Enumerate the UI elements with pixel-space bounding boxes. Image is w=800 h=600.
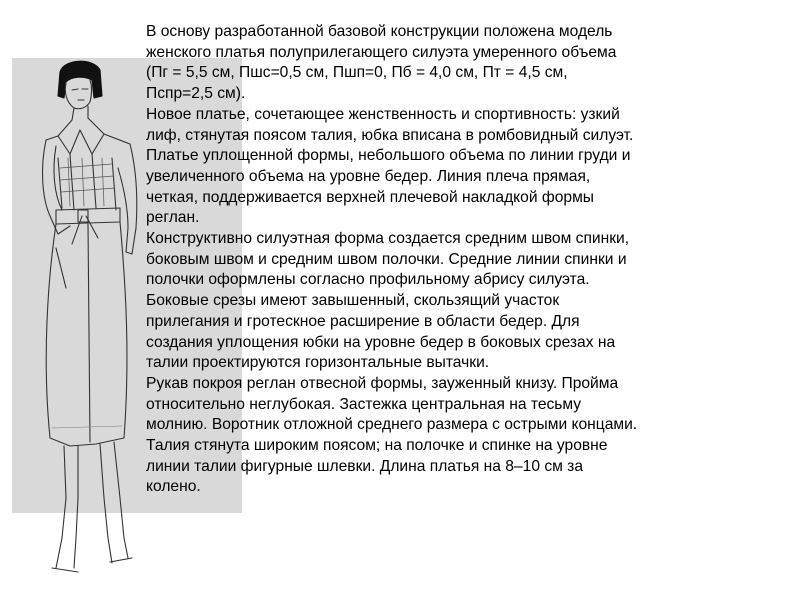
text-line: талии проектируются горизонтальные вытачки. — [146, 354, 490, 372]
text-line: Платье уплощенной формы, небольшого объема по линии груди и — [146, 147, 631, 165]
text-line: лиф, стянутая поясом талия, юбка вписана в ромбовидный силуэт. — [146, 126, 634, 144]
text-line: женского платья полуприлегающего силуэта умеренного объема — [146, 43, 617, 61]
text-line: Новое платье, сочетающее женственность и спортивность: узкий — [146, 105, 620, 123]
text-line: (Пг = 5,5 см, Пшс=0,5 см, Пшп=0, Пб = 4,0 см, Пт = 4,5 см, — [146, 64, 568, 82]
text-line: Талия стянута широким поясом; на полочке и спинке на уровне — [146, 437, 608, 455]
text-line: молнию. Воротник отложной среднего размера с острыми концами. — [146, 416, 638, 434]
text-line: реглан. — [146, 209, 200, 227]
text-line: создания уплощения юбки на уровне бедер в боковых срезах на — [146, 333, 616, 351]
text-line: четкая, поддерживается верхней плечевой накладкой формы — [146, 188, 594, 206]
text-line: полочки оформлены согласно профильному абрису силуэта. — [146, 271, 590, 289]
text-line: Боковые срезы имеют завышенный, скользящий участок — [146, 292, 560, 310]
text-line: линии талии фигурные шлевки. Длина платья на 8–10 см за — [146, 457, 583, 475]
text-line: относительно неглубокая. Застежка центральная на тесьму — [146, 395, 582, 413]
text-line: боковым швом и средним швом полочки. Средние линии спинки и — [146, 250, 627, 268]
dress-description-text — [146, 22, 786, 498]
text-line: колено. — [146, 478, 201, 496]
text-line: прилегания и гротескное расширение в области бедер. Для — [146, 312, 580, 330]
text-line: В основу разработанной базовой конструкции положена модель — [146, 23, 613, 40]
text-line: Рукав покроя реглан отвесной формы, зауженный книзу. Пройма — [146, 374, 619, 392]
text-line: Пспр=2,5 см). — [146, 85, 246, 103]
text-line: увеличенного объема на уровне бедер. Линия плеча прямая, — [146, 167, 591, 185]
text-line: Конструктивно силуэтная форма создается средним швом спинки, — [146, 230, 630, 248]
